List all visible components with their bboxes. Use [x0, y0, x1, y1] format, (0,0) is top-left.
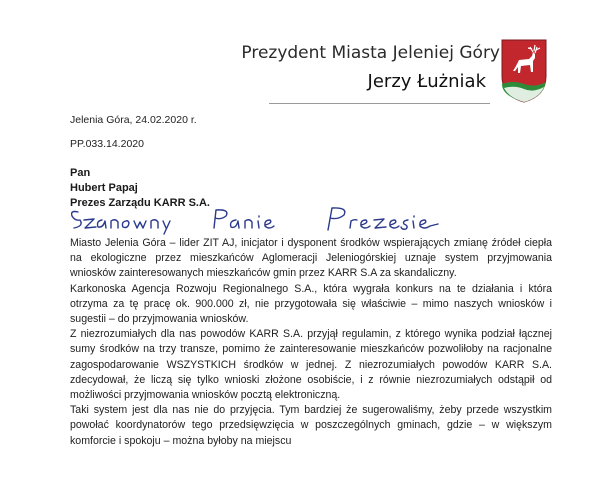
recipient-salutation: Pan: [70, 167, 91, 179]
recipient-name: Hubert Papaj: [70, 182, 138, 194]
recipient-position: Prezes Zarządu KARR S.A.: [70, 197, 210, 209]
letter-body: [70, 236, 552, 449]
sender-name: Jerzy Łużniak: [367, 71, 486, 92]
sender-title: Prezydent Miasta Jeleniej Góry: [241, 43, 500, 63]
body-paragraph: Z niezrozumiałych dla nas powodów KARR S.A. przyjął regulamin, z którego wynika podział łącznej sumy środków na trzy transze, pomimo że zainteresowanie mieszkańców pozwoliłoby na racjonalne zagospodarowanie WSZYSTKICH środków w jednej. Z niezrozumiałych powodów KARR S.A. zdecydował, że liczą się tylko wnioski złożone osobiście, i z równie niezrozumiałych odstąpił od możliwości przyjmowania wniosków pocztą elektroniczną.: [70, 328, 552, 402]
header-divider: [269, 103, 490, 104]
coat-of-arms-icon: [499, 38, 549, 104]
body-paragraph: Karkonoska Agencja Rozwoju Regionalnego S.A., która wygrała konkurs na te działania i która otrzyma za tę pracę ok. 900.000 zł, nie przygotowała się właściwie – mimo naszych wniosków i sugestii – do przyjmowania wniosków.: [70, 282, 552, 326]
letter-date: Jelenia Góra, 24.02.2020 r.: [70, 114, 197, 126]
body-paragraph: Taki system jest dla nas nie do przyjęcia. Tym bardziej że sugerowaliśmy, żeby przede wszystkim powołać koordynatorów tego przedsięwzięcia w poszczególnych gminach, gdzie – w większym komforcie i spokoju – można byłoby na miejscu: [70, 404, 552, 447]
handwritten-salutation: [66, 204, 526, 236]
reference-number: PP.033.14.2020: [70, 138, 144, 150]
body-paragraph: Miasto Jelenia Góra – lider ZIT AJ, inicjator i dysponent środków wspierających zmianę źródeł ciepła na ekologiczne przez mieszkańców Aglomeracji Jeleniogórskiej uznaje system przyjmowania wniosków zainteresowanych mieszkańców gmin przez KARR S.A za skandaliczny.: [70, 237, 552, 280]
